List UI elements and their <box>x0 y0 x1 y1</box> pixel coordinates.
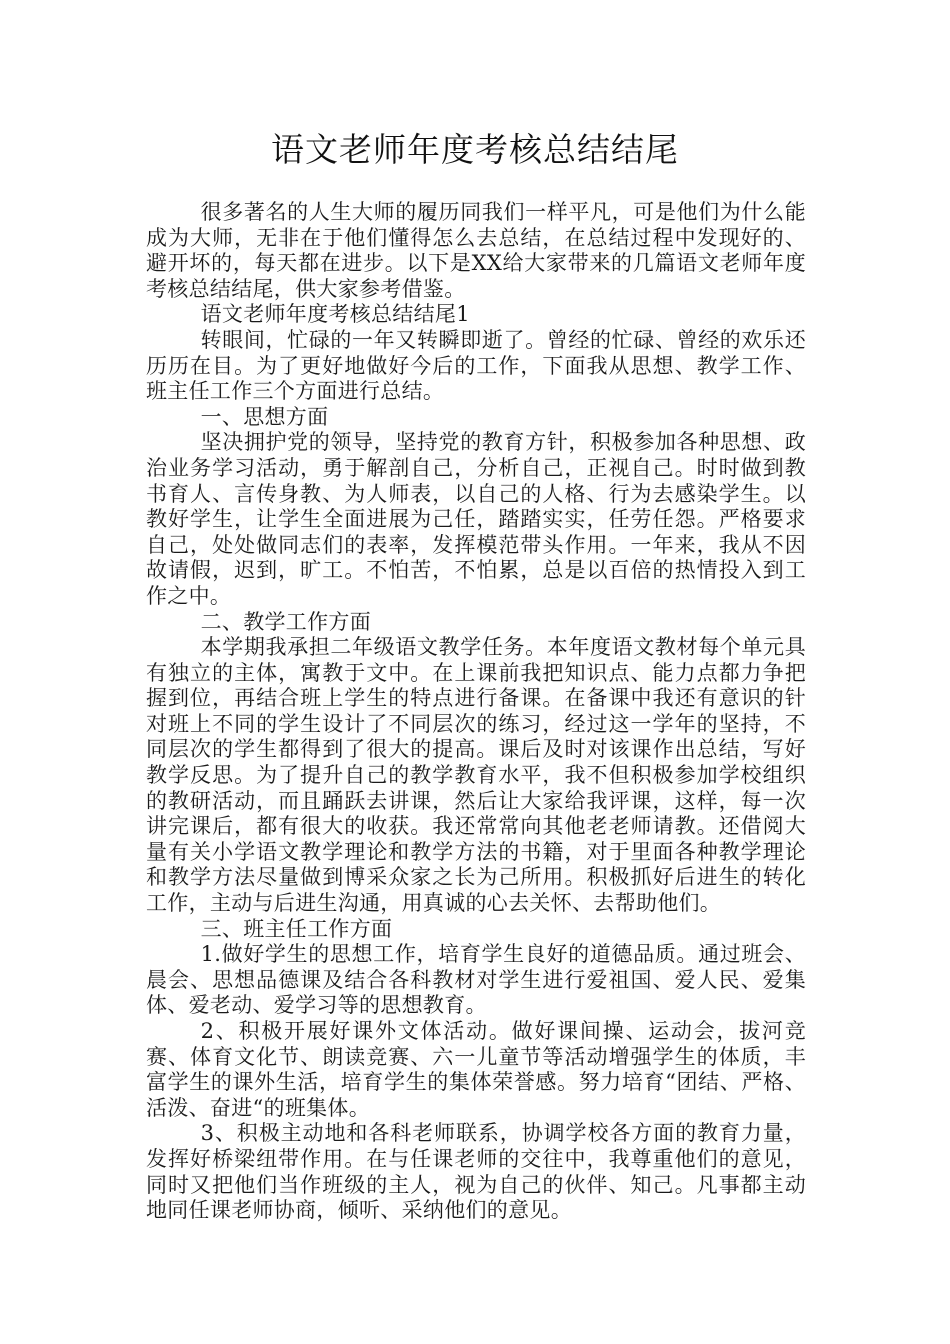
intro-paragraph: 很多著名的人生大师的履历同我们一样平凡，可是他们为什么能成为大师，无非在于他们懂得怎么去总结，在总结过程中发现好的、避开坏的，每天都在进步。以下是XX给大家带来的几篇语文老师年度考核总结结尾，供大家参考借鉴。 <box>146 200 806 301</box>
section-heading: 语文老师年度考核总结结尾1 <box>200 302 470 327</box>
section-heading: 二、教学工作方面 <box>200 609 371 634</box>
document-title: 语文老师年度考核总结结尾 <box>271 130 679 169</box>
paragraph: 转眼间，忙碌的一年又转瞬即逝了。曾经的忙碌、曾经的欢乐还历历在目。为了更好地做好今后的工作，下面我从思想、教学工作、班主任工作三个方面进行总结。 <box>146 327 806 404</box>
paragraph: 坚决拥护党的领导，坚持党的教育方针，积极参加各种思想、政治业务学习活动，勇于解剖自己，分析自己，正视自己。时时做到教书育人、言传身教、为人师表，以自己的人格、行为去感染学生。以教好学生，让学生全面进展为己任，踏踏实实，任劳任怨。严格要求自己，处处做同志们的表率，发挥模范带头作用。一年来，我从不因故请假，迟到，旷工。不怕苦，不怕累，总是以百倍的热情投入到工作之中。 <box>146 430 806 608</box>
paragraph: 1.做好学生的思想工作，培育学生良好的道德品质。通过班会、晨会、思想品德课及结合各科教材对学生进行爱祖国、爱人民、爱集体、爱老动、爱学习等的思想教育。 <box>146 942 806 1018</box>
section-heading: 三、班主任工作方面 <box>200 916 393 941</box>
document-body <box>146 200 806 1224</box>
section-heading: 一、思想方面 <box>200 404 329 429</box>
paragraph: 2、积极开展好课外文体活动。做好课间操、运动会，拔河竞赛、体育文化节、朗读竞赛、六一儿童节等活动增强学生的体质，丰富学生的课外生活，培育学生的集体荣誉感。努力培育“团结、严格、活泼、奋进“的班集体。 <box>146 1019 806 1120</box>
paragraph: 本学期我承担二年级语文教学任务。本年度语文教材每个单元具有独立的主体，寓教于文中。在上课前我把知识点、能力点都力争把握到位，再结合班上学生的特点进行备课。在备课中我还有意识的针对班上不同的学生设计了不同层次的练习，经过这一学年的坚持，不同层次的学生都得到了很大的提高。课后及时对该课作出总结，写好教学反思。为了提升自己的教学教育水平，我不但积极参加学校组织的教研活动，而且踊跃去讲课，然后让大家给我评课，这样，每一次讲完课后，都有很大的收获。我还常常向其他老老师请教。还借阅大量有关小学语文教学理论和教学方法的书籍，对于里面各种教学理论和教学方法尽量做到博采众家之长为己所用。积极抓好后进生的转化工作，主动与后进生沟通，用真诚的心去关怀、去帮助他们。 <box>146 635 806 916</box>
paragraph: 3、积极主动地和各科老师联系，协调学校各方面的教育力量，发挥好桥梁纽带作用。在与任课老师的交往中，我尊重他们的意见，同时又把他们当作班级的主人，视为自己的伙伴、知己。凡事都主动地同任课老师协商，倾听、采纳他们的意见。 <box>146 1121 806 1223</box>
